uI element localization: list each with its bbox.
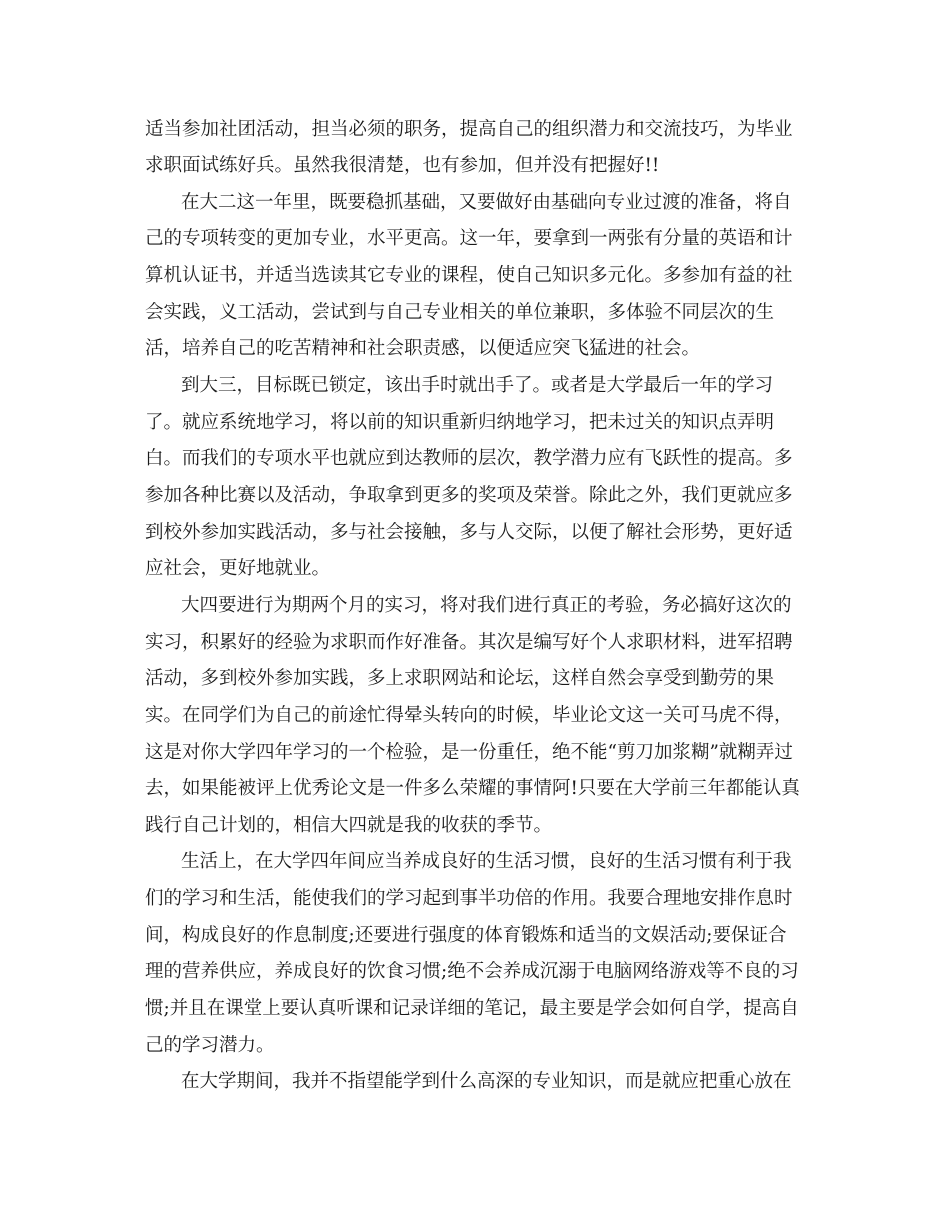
text-line: 这是对你大学四年学习的一个检验，是一份重任，绝不能“剪刀加浆糊”就糊弄过 <box>145 742 793 763</box>
text-line: 适当参加社团活动，担当必须的职务，提高自己的组织潜力和交流技巧，为毕业 <box>145 119 793 140</box>
text-line: 活，培养自己的吃苦精神和社会职责感，以便适应突飞猛进的社会。 <box>145 338 701 359</box>
paragraph-start-line: 大四要进行为期两个月的实习，将对我们进行真正的考验，务必搞好这次的 <box>181 595 792 616</box>
text-line: 己的专项转变的更加专业，水平更高。这一年，要拿到一两张有分量的英语和计 <box>145 228 793 249</box>
text-line: 应社会，更好地就业。 <box>145 558 331 579</box>
text-line: 间，构成良好的作息制度;还要进行强度的体育锻炼和适当的文娱活动;要保证合 <box>145 925 787 946</box>
text-line: 算机认证书，并适当选读其它专业的课程，使自己知识多元化。多参加有益的社 <box>145 265 793 286</box>
paragraph-start-line: 生活上，在大学四年间应当养成良好的生活习惯，良好的生活习惯有利于我 <box>181 851 792 872</box>
paragraph-start-line: 在大学期间，我并不指望能学到什么高深的专业知识，而是就应把重心放在 <box>181 1071 792 1092</box>
text-line: 了。就应系统地学习，将以前的知识重新归纳地学习，把未过关的知识点弄明 <box>145 412 775 433</box>
text-line: 白。而我们的专项水平也就应到达教师的层次，教学潜力应有飞跃性的提高。多 <box>145 448 793 469</box>
text-line: 实。在同学们为自己的前途忙得晕头转向的时候，毕业论文这一关可马虎不得， <box>145 705 793 726</box>
text-line: 实习，积累好的经验为求职而作好准备。其次是编写好个人求职材料，进军招聘 <box>145 632 793 653</box>
paragraph-start-line: 到大三，目标既已锁定，该出手时就出手了。或者是大学最后一年的学习 <box>181 375 774 396</box>
text-line: 活动，多到校外参加实践，多上求职网站和论坛，这样自然会享受到勤劳的果 <box>145 668 775 689</box>
text-line: 去，如果能被评上优秀论文是一件多么荣耀的事情阿!只要在大学前三年都能认真 <box>145 778 800 799</box>
text-line: 到校外参加实践活动，多与社会接触，多与人交际，以便了解社会形势，更好适 <box>145 522 793 543</box>
text-line: 参加各种比赛以及活动，争取拿到更多的奖项及荣誉。除此之外，我们更就应多 <box>145 485 793 506</box>
text-line: 求职面试练好兵。虽然我很清楚，也有参加，但并没有把握好!! <box>145 155 660 176</box>
text-line: 惯;并且在课堂上要认真听课和记录详细的笔记，最主要是学会如何自学，提高自 <box>145 998 799 1019</box>
text-line: 理的营养供应，养成良好的饮食习惯;绝不会养成沉溺于电脑网络游戏等不良的习 <box>145 961 799 982</box>
text-line: 们的学习和生活，能使我们的学习起到事半功倍的作用。我要合理地安排作息时 <box>145 888 793 909</box>
text-line: 践行自己计划的，相信大四就是我的收获的季节。 <box>145 815 553 836</box>
text-line: 会实践，义工活动，尝试到与自己专业相关的单位兼职，多体验不同层次的生 <box>145 302 775 323</box>
paragraph-start-line: 在大二这一年里，既要稳抓基础，又要做好由基础向专业过渡的准备，将自 <box>181 192 792 213</box>
text-line: 己的学习潜力。 <box>145 1035 275 1056</box>
